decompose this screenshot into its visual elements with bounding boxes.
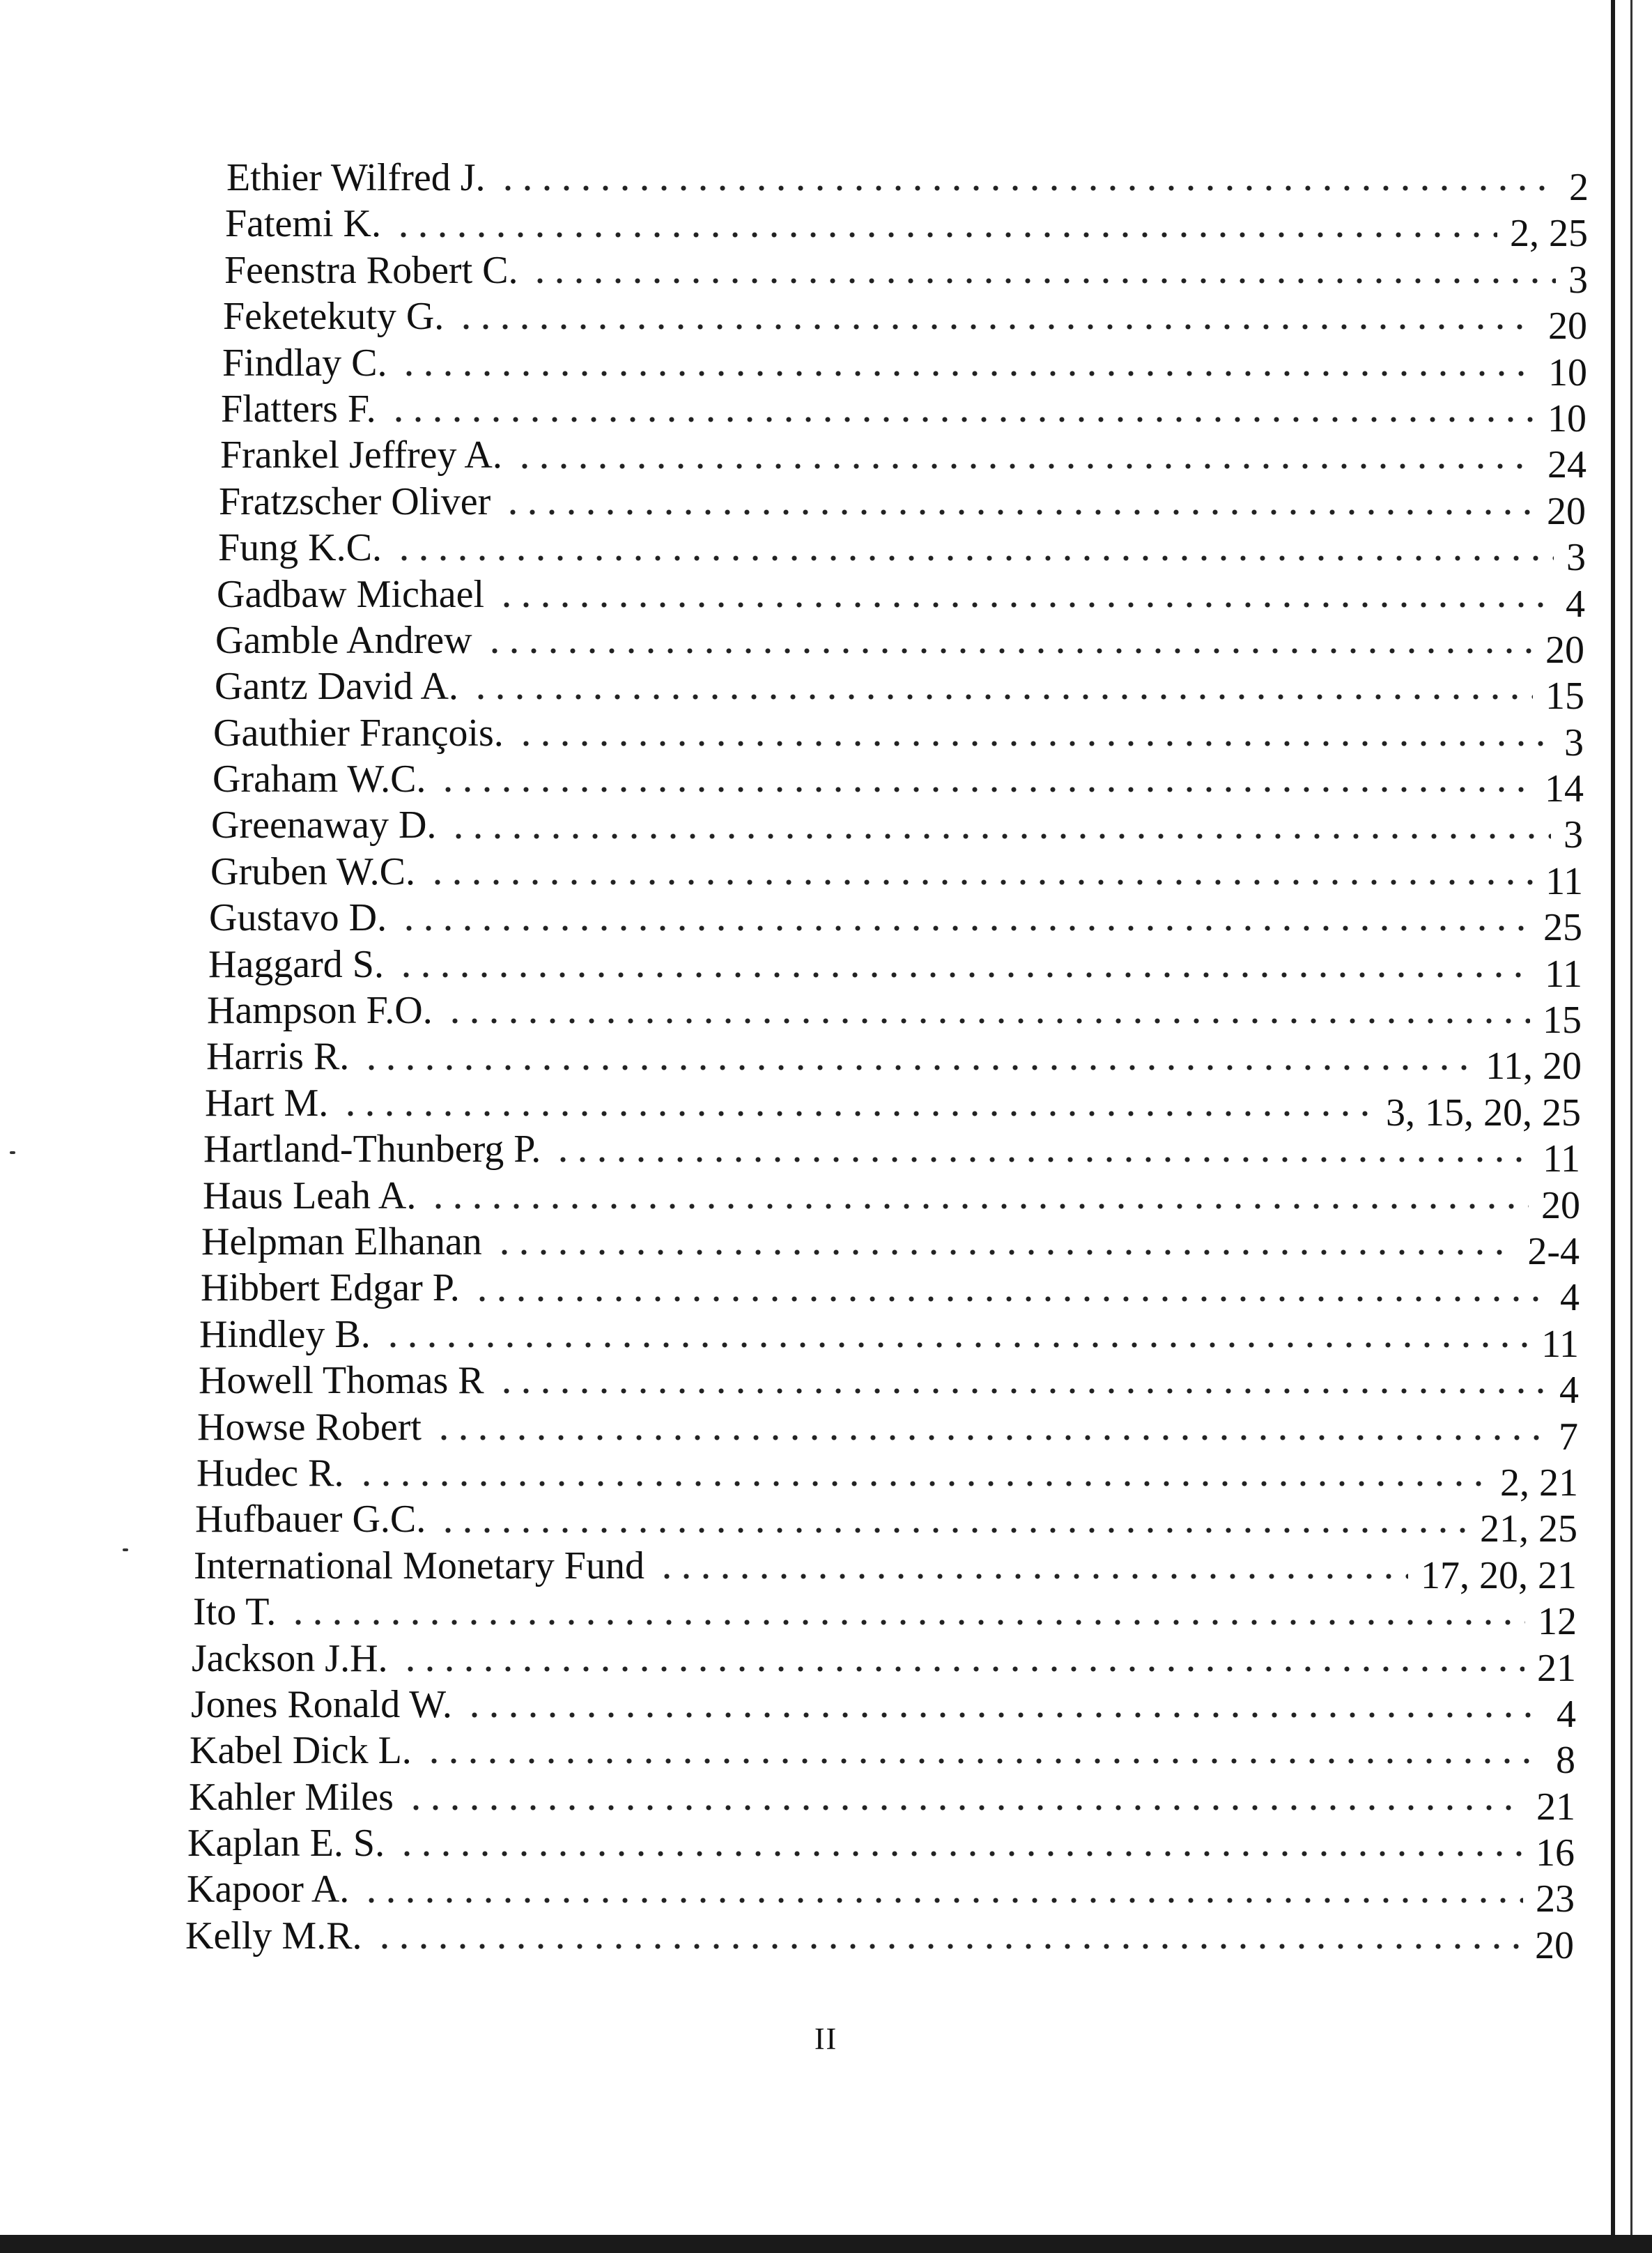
entry-pages: 12 xyxy=(1538,1600,1577,1644)
entry-name: Hindley B. xyxy=(199,1312,371,1356)
entry-name: Howell Thomas R xyxy=(199,1359,484,1403)
entry-name: Flatters F. xyxy=(221,387,376,431)
dot-leader xyxy=(406,1804,1524,1811)
entry-name: Graham W.C. xyxy=(213,758,426,801)
index-entry xyxy=(226,155,1589,209)
dot-leader xyxy=(394,555,1554,562)
dot-leader xyxy=(428,879,1533,886)
dot-leader xyxy=(472,1295,1547,1302)
index-entry xyxy=(215,617,1584,672)
entry-pages: 11, 20 xyxy=(1485,1045,1582,1089)
dot-leader xyxy=(498,185,1557,192)
dot-leader xyxy=(424,1758,1543,1764)
entry-name: Ethier Wilfred J. xyxy=(226,156,486,199)
entry-name: Feketekuty G. xyxy=(223,295,445,339)
dot-leader xyxy=(497,1387,1547,1394)
entry-name: Kahler Miles xyxy=(189,1775,394,1819)
index-entry xyxy=(224,247,1588,302)
entry-pages: 11 xyxy=(1545,952,1582,996)
dot-leader xyxy=(438,786,1532,793)
index-entry xyxy=(213,756,1584,811)
dot-leader xyxy=(497,601,1553,608)
entry-name: Frankel Jeffrey A. xyxy=(220,433,502,477)
entry-pages: 15 xyxy=(1543,999,1582,1043)
index-entry xyxy=(201,1219,1580,1273)
entry-name: Haggard S. xyxy=(208,942,384,986)
entry-name: Gustavo D. xyxy=(209,896,387,940)
stray-mark xyxy=(10,1151,15,1154)
entry-pages: 20 xyxy=(1548,305,1587,348)
entry-name: Gantz David A. xyxy=(215,665,458,709)
entry-pages: 4 xyxy=(1557,1692,1576,1736)
stray-mark xyxy=(123,1548,128,1551)
entry-pages: 16 xyxy=(1536,1831,1575,1875)
entry-pages: 20 xyxy=(1541,1183,1580,1227)
entry-pages: 7 xyxy=(1559,1415,1578,1459)
dot-leader xyxy=(516,740,1552,747)
entry-name: Findlay C. xyxy=(222,341,387,385)
index-entry xyxy=(205,1080,1581,1135)
index-entry xyxy=(206,1033,1582,1089)
entry-pages: 14 xyxy=(1545,767,1584,811)
entry-name: Kabel Dick L. xyxy=(190,1729,412,1773)
entry-pages: 2-4 xyxy=(1527,1229,1580,1273)
dot-leader xyxy=(456,323,1536,330)
entry-pages: 11 xyxy=(1545,859,1583,903)
entry-name: International Monetary Fund xyxy=(194,1544,644,1587)
entry-pages: 3 xyxy=(1568,258,1588,302)
entry-name: Greenaway D. xyxy=(211,803,437,847)
entry-name: Fung K.C. xyxy=(218,526,382,570)
index-entry xyxy=(223,293,1587,348)
index-entry xyxy=(218,525,1586,580)
entry-pages: 4 xyxy=(1566,582,1585,626)
page-number: II xyxy=(814,2022,838,2056)
entry-pages: 4 xyxy=(1560,1276,1580,1320)
dot-leader xyxy=(399,370,1536,377)
entry-name: Feenstra Robert C. xyxy=(224,248,518,292)
index-entry xyxy=(213,710,1584,764)
entry-pages: 25 xyxy=(1543,906,1582,950)
entry-pages: 10 xyxy=(1548,351,1587,394)
index-entry xyxy=(191,1682,1576,1736)
dot-leader xyxy=(553,1156,1530,1163)
dot-leader xyxy=(362,1897,1523,1904)
entry-pages: 3 xyxy=(1564,721,1584,764)
index-entry xyxy=(197,1404,1578,1459)
dot-leader xyxy=(383,1341,1529,1348)
entry-name: Gadbaw Michael xyxy=(217,572,485,616)
entry-pages: 8 xyxy=(1556,1739,1575,1783)
dot-leader xyxy=(530,277,1556,284)
dot-leader xyxy=(657,1573,1408,1580)
index-entry xyxy=(210,849,1583,903)
entry-pages: 2, 25 xyxy=(1510,212,1588,256)
entry-pages: 24 xyxy=(1547,443,1587,487)
entry-pages: 11 xyxy=(1541,1322,1579,1366)
dot-leader xyxy=(401,1666,1524,1673)
entry-name: Hart M. xyxy=(205,1081,329,1125)
entry-name: Hampson F.O. xyxy=(207,989,433,1033)
entry-name: Hufbauer G.C. xyxy=(195,1498,426,1541)
entry-name: Gauthier François. xyxy=(213,711,504,755)
entry-pages: 11 xyxy=(1543,1137,1580,1181)
dot-leader xyxy=(429,1203,1529,1210)
dot-leader xyxy=(375,1943,1522,1950)
dot-leader xyxy=(449,833,1551,840)
dot-leader xyxy=(357,1480,1488,1487)
dot-leader xyxy=(495,1249,1515,1256)
entry-name: Jones Ronald W. xyxy=(191,1682,452,1726)
dot-leader xyxy=(471,693,1533,700)
index-entry xyxy=(185,1913,1574,1967)
binding-edge xyxy=(1611,0,1632,2253)
index-entry xyxy=(207,987,1582,1043)
dot-leader xyxy=(438,1527,1467,1534)
dot-leader xyxy=(288,1619,1525,1626)
dot-leader xyxy=(389,416,1535,423)
index-entry xyxy=(196,1450,1578,1505)
index-entry xyxy=(221,386,1587,440)
entry-name: Helpman Elhanan xyxy=(201,1220,482,1263)
bottom-edge xyxy=(0,2235,1652,2253)
entry-name: Kaplan E. S. xyxy=(187,1822,385,1866)
index-entry xyxy=(220,432,1587,487)
dot-leader xyxy=(503,509,1534,516)
entry-name: Fratzscher Oliver xyxy=(219,479,491,523)
index-entry xyxy=(194,1543,1577,1597)
index-entry xyxy=(225,201,1588,256)
entry-pages: 2 xyxy=(1569,166,1589,209)
index-entry xyxy=(203,1173,1580,1227)
index-entry xyxy=(193,1589,1577,1644)
entry-pages: 4 xyxy=(1559,1369,1579,1413)
dot-leader xyxy=(397,1850,1523,1857)
entry-name: Gamble Andrew xyxy=(215,618,472,662)
dot-leader xyxy=(362,1064,1473,1071)
dot-leader xyxy=(396,971,1532,978)
entry-pages: 2, 21 xyxy=(1500,1461,1578,1505)
dot-leader xyxy=(465,1712,1544,1718)
entry-pages: 21, 25 xyxy=(1480,1507,1577,1551)
index-entry xyxy=(208,941,1582,996)
entry-name: Ito T. xyxy=(193,1590,277,1634)
entry-pages: 20 xyxy=(1545,628,1584,672)
index-entry xyxy=(190,1728,1575,1783)
index-entry xyxy=(195,1496,1577,1551)
index-entry xyxy=(187,1866,1575,1921)
dot-leader xyxy=(394,231,1497,238)
index-entry xyxy=(192,1636,1576,1690)
index-entry xyxy=(187,1820,1575,1875)
entry-pages: 10 xyxy=(1547,397,1587,440)
index-entry xyxy=(199,1312,1579,1366)
index-entry xyxy=(217,571,1585,626)
entry-pages: 17, 20, 21 xyxy=(1421,1553,1577,1597)
entry-name: Kapoor A. xyxy=(187,1868,350,1912)
dot-leader xyxy=(341,1110,1373,1117)
entry-name: Gruben W.C. xyxy=(210,849,415,893)
entry-pages: 20 xyxy=(1547,489,1586,533)
entry-pages: 15 xyxy=(1545,675,1584,718)
entry-name: Hibbert Edgar P. xyxy=(201,1266,460,1310)
entry-name: Harris R. xyxy=(206,1035,350,1079)
index-entry xyxy=(211,802,1583,857)
dot-leader xyxy=(485,647,1533,654)
entry-name: Howse Robert xyxy=(197,1405,422,1449)
index-entry xyxy=(222,340,1587,394)
index-entry xyxy=(201,1265,1580,1320)
index-entry xyxy=(209,895,1582,950)
author-index-list xyxy=(185,155,1589,1967)
entry-name: Hartland-Thunberg P. xyxy=(203,1128,541,1171)
entry-name: Jackson J.H. xyxy=(192,1636,388,1680)
entry-name: Haus Leah A. xyxy=(203,1174,417,1217)
entry-name: Kelly M.R. xyxy=(185,1914,362,1958)
dot-leader xyxy=(434,1434,1546,1441)
index-entry xyxy=(189,1774,1575,1829)
entry-pages: 3 xyxy=(1564,813,1583,857)
entry-pages: 20 xyxy=(1535,1923,1574,1967)
entry-pages: 21 xyxy=(1537,1646,1576,1690)
entry-pages: 21 xyxy=(1536,1785,1575,1829)
dot-leader xyxy=(515,463,1535,470)
entry-pages: 23 xyxy=(1536,1877,1575,1921)
entry-name: Hudec R. xyxy=(196,1451,344,1495)
dot-leader xyxy=(399,925,1531,932)
entry-pages: 3, 15, 20, 25 xyxy=(1386,1091,1581,1135)
index-entry xyxy=(215,663,1584,718)
index-entry xyxy=(199,1358,1579,1413)
dot-leader xyxy=(445,1017,1530,1024)
index-entry xyxy=(219,479,1586,533)
entry-name: Fatemi K. xyxy=(225,202,381,246)
entry-pages: 3 xyxy=(1566,536,1586,580)
